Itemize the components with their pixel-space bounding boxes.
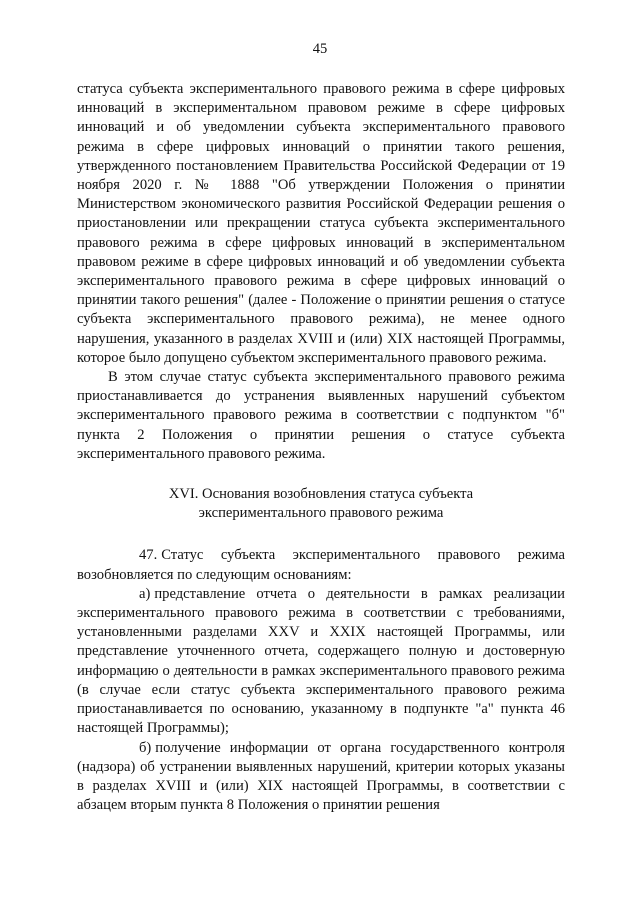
subclause-a-label: а)	[139, 585, 151, 602]
subclause-b-label: б)	[139, 739, 152, 756]
subclause-b-text: получение информации от органа государственного контроля (надзора) об устранении выявленных нарушений, критерии которых указаны в разделах XVIII и (или) XIX настоящей Программы, в соответствии с абзацем вторым пункта 8 Положения о принятии решения	[77, 739, 565, 814]
section-heading-line-1: XVI. Основания возобновления статуса субъекта	[168, 486, 474, 503]
section-heading	[77, 485, 565, 523]
subclause-a	[77, 585, 565, 739]
clause-47	[77, 546, 565, 584]
page-number: 45	[312, 41, 328, 57]
subclause-a-text: представление отчета о деятельности в рамках реализации экспериментального правового режима в соответствии с требованиями, установленными разделами XXV и XXIX настоящей Программы, или представление уточненного отчета, содержащего полную и достоверную информацию о деятельности в рамках экспериментального правового режима (в случае если статус субъекта экспериментального правового режима приостанавливается по основанию, указанному в подпункте "а" пункта 46 настоящей Программы);	[77, 585, 565, 737]
paragraph-suspension-note: В этом случае статус субъекта экспериментального правового режима приостанавливается до устранения выявленных нарушений субъектом экспериментального правового режима в соответствии с подпунктом "б" пункта 2 Положения о принятии решения о статусе субъекта экспериментального правового режима.	[77, 369, 565, 462]
section-heading-line-2: экспериментального правового режима	[198, 505, 444, 522]
clause-47-text: Статус субъекта экспериментального правового режима возобновляется по следующим основаниям:	[77, 547, 565, 583]
paragraph-continuation: статуса субъекта экспериментального правового режима в сфере цифровых инноваций в экспериментальном правовом режиме в сфере цифровых инноваций и об уведомлении субъекта экспериментального правового режима в сфере цифровых инноваций о принятии такого решения, утвержденного постановлением Правительства Российской Федерации от 19 ноября 2020 г. № 1888 "Об утверждении Положения о принятии Министерством экономического развития Российской Федерации решения о приостановлении или прекращении статуса субъекта экспериментального правового режима в сфере цифровых инноваций в экспериментальном правовом режиме в сфере цифровых инноваций и об уведомлении субъекта экспериментального правового режима в сфере цифровых инноваций о принятии такого решения" (далее - Положение о принятии решения о статусе субъекта экспериментального правового режима), не менее одного нарушения, указанного в разделах XVIII и (или) XIX настоящей Программы, которое было допущено субъектом экспериментального правового режима.	[77, 81, 565, 366]
document-body	[77, 80, 565, 815]
clause-47-label: 47.	[139, 547, 158, 564]
subclause-b	[77, 739, 565, 816]
